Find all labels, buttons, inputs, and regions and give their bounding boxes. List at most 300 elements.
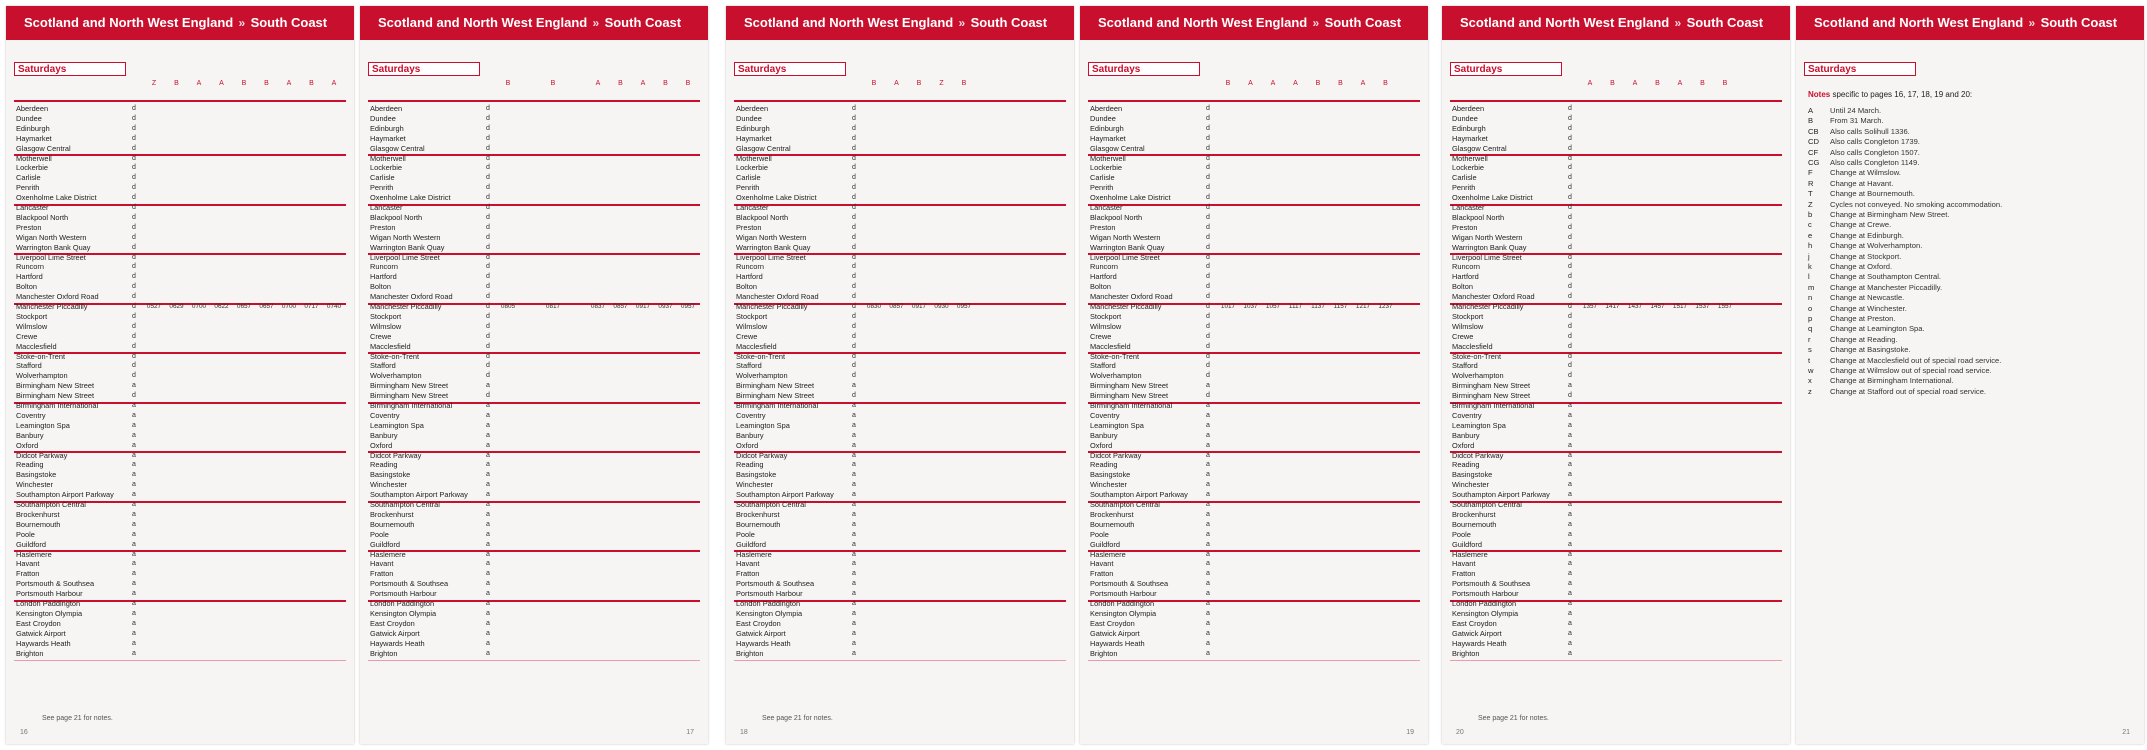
station-name: Dundee <box>370 113 396 123</box>
station-name: Manchester Oxford Road <box>16 292 99 302</box>
station-name: Oxford <box>1452 440 1475 450</box>
departure-time: 0805 <box>500 303 516 310</box>
column-header: B <box>1655 80 1660 87</box>
arr-dep-marker: d <box>1206 303 1210 310</box>
section-rule <box>14 204 346 206</box>
arr-dep-marker: a <box>852 520 856 528</box>
arr-dep-marker: a <box>1568 451 1572 459</box>
arr-dep-marker: d <box>486 372 490 380</box>
arr-dep-marker: a <box>486 530 490 538</box>
arr-dep-marker: a <box>1568 540 1572 548</box>
arr-dep-marker: a <box>852 382 856 390</box>
arr-dep-marker: d <box>1568 362 1572 370</box>
arr-dep-marker: a <box>1206 520 1210 528</box>
arr-dep-marker: a <box>852 481 856 489</box>
arr-dep-marker: a <box>852 491 856 499</box>
station-name: Southampton Airport Parkway <box>736 490 834 500</box>
station-name: Wolverhampton <box>16 371 68 381</box>
arr-dep-marker: a <box>132 520 136 528</box>
note-text: Also calls Congleton 1739. <box>1830 137 1920 147</box>
arr-dep-marker: a <box>1568 570 1572 578</box>
arr-dep-marker: d <box>852 164 856 172</box>
arr-dep-marker: d <box>486 243 490 251</box>
station-name: Crewe <box>1452 331 1474 341</box>
station-name: Dundee <box>1452 113 1478 123</box>
arr-dep-marker: d <box>486 362 490 370</box>
note-key: B <box>1808 116 1814 126</box>
arr-dep-marker: d <box>132 253 136 261</box>
arr-dep-marker: d <box>132 303 136 310</box>
note-item <box>1808 116 1884 125</box>
arr-dep-marker: a <box>1206 431 1210 439</box>
day-label: Saturdays <box>1804 62 1916 76</box>
arr-dep-marker: d <box>852 362 856 370</box>
bottom-rule <box>1088 660 1420 661</box>
station-name: Haslemere <box>16 549 52 559</box>
arr-dep-marker: a <box>132 501 136 508</box>
station-name: Aberdeen <box>370 104 403 113</box>
arr-dep-marker: a <box>1568 580 1572 588</box>
station-name: Oxford <box>1090 440 1113 450</box>
arr-dep-marker: a <box>852 580 856 588</box>
note-text: Change at Stafford out of special road service. <box>1830 386 1987 396</box>
departure-time: 1157 <box>1333 303 1348 310</box>
departure-time: 0700 <box>191 303 207 310</box>
station-name: Crewe <box>370 331 392 341</box>
station-name: Stockport <box>736 311 768 321</box>
arr-dep-marker: d <box>132 213 136 221</box>
arr-dep-marker: a <box>1206 451 1210 459</box>
arr-dep-marker: a <box>1206 501 1210 508</box>
note-key: CG <box>1808 158 1820 167</box>
station-name: Wigan North Western <box>16 232 87 242</box>
station-name: Brockenhurst <box>736 509 780 519</box>
station-name: Lockerbie <box>736 163 769 173</box>
arr-dep-marker: a <box>486 639 490 647</box>
station-name: Oxford <box>736 440 759 450</box>
arr-dep-marker: a <box>132 431 136 439</box>
station-name: Southampton Airport Parkway <box>1090 490 1188 500</box>
departure-time: 0937 <box>658 303 673 310</box>
station-name: Birmingham New Street <box>736 381 815 391</box>
arr-dep-marker: d <box>1568 223 1572 231</box>
note-text: Also calls Congleton 1149. <box>1830 158 1920 167</box>
column-header: A <box>1360 80 1366 87</box>
arr-dep-marker: d <box>852 194 856 202</box>
station-name: Portsmouth & Southsea <box>736 579 815 589</box>
station-name: Basingstoke <box>736 470 777 480</box>
station-name: Fratton <box>736 569 760 579</box>
station-name: Stoke-on-Trent <box>16 351 66 361</box>
station-name: Banbury <box>1090 430 1118 440</box>
station-name: Portsmouth Harbour <box>736 589 803 599</box>
section-rule <box>1450 204 1782 206</box>
arr-dep-marker: d <box>1206 144 1210 152</box>
station-name: Stockport <box>370 311 402 321</box>
note-item <box>1808 304 1907 313</box>
arr-dep-marker: a <box>852 590 856 598</box>
route-destination: South Coast <box>604 15 682 30</box>
timetable-page <box>6 6 354 744</box>
page-number: 20 <box>1456 729 1464 736</box>
station-name: Stafford <box>736 361 762 371</box>
arr-dep-marker: d <box>486 233 490 241</box>
station-name: London Paddington <box>1090 599 1155 608</box>
arr-dep-marker: d <box>1568 144 1572 152</box>
column-header: A <box>1677 80 1683 87</box>
station-name: Glasgow Central <box>370 143 425 153</box>
station-name: Bolton <box>736 282 757 292</box>
arr-dep-marker: d <box>132 263 136 271</box>
station-name: Leamington Spa <box>1452 420 1506 430</box>
departure-time: 1357 <box>1582 303 1598 310</box>
arr-dep-marker: d <box>132 184 136 192</box>
column-header: B <box>1700 80 1705 87</box>
timetable-page <box>360 6 708 744</box>
column-header: B <box>309 80 314 87</box>
section-rule <box>368 204 700 206</box>
column-header: B <box>961 80 967 87</box>
arr-dep-marker: a <box>1206 570 1210 578</box>
station-name: Fratton <box>370 569 394 579</box>
arr-dep-marker: d <box>486 293 490 301</box>
column-header: A <box>595 80 601 87</box>
arr-dep-marker: d <box>852 293 856 301</box>
note-item <box>1808 200 2002 209</box>
note-item <box>1808 252 1901 261</box>
arr-dep-marker: a <box>852 560 856 568</box>
section-rule <box>368 550 700 552</box>
arr-dep-marker: d <box>1206 253 1210 261</box>
arr-dep-marker: d <box>1568 204 1572 211</box>
departure-time: 0917 <box>911 303 927 310</box>
station-name: East Croydon <box>1452 618 1497 628</box>
timetable-grid <box>14 80 346 704</box>
departure-time: 0830 <box>866 303 882 310</box>
station-name: Hartford <box>16 272 43 282</box>
station-name: Stafford <box>370 361 396 371</box>
arr-dep-marker: a <box>1568 600 1572 607</box>
station-name: Reading <box>370 460 398 470</box>
route-origin: Scotland and North West England <box>744 15 954 30</box>
note-item <box>1808 189 1915 198</box>
station-name: Basingstoke <box>370 470 411 480</box>
station-name: Havant <box>1452 559 1476 569</box>
station-name: Motherwell <box>736 153 772 163</box>
arr-dep-marker: a <box>486 570 490 578</box>
station-name: Preston <box>370 222 396 232</box>
station-name: Manchester Piccadilly <box>370 302 442 311</box>
arr-dep-marker: d <box>486 322 490 330</box>
arr-dep-marker: d <box>1568 114 1572 122</box>
station-name: Manchester Piccadilly <box>1090 302 1162 311</box>
route-header <box>726 6 1074 40</box>
arr-dep-marker: d <box>132 352 136 360</box>
arr-dep-marker: d <box>1568 194 1572 202</box>
note-text: From 31 March. <box>1830 116 1884 126</box>
arr-dep-marker: d <box>1206 312 1210 320</box>
arr-dep-marker: d <box>1206 114 1210 122</box>
station-name: Coventry <box>1452 410 1482 420</box>
section-rule <box>14 550 346 552</box>
station-name: Manchester Oxford Road <box>1452 292 1535 302</box>
bottom-rule <box>14 660 346 661</box>
station-name: Coventry <box>16 410 46 420</box>
station-name: Aberdeen <box>736 104 769 113</box>
arr-dep-marker: d <box>486 134 490 142</box>
arr-dep-marker: d <box>852 372 856 380</box>
arr-dep-marker: d <box>852 253 856 261</box>
section-rule <box>14 154 346 156</box>
arr-dep-marker: a <box>486 402 490 409</box>
note-key: A <box>1808 106 1814 115</box>
arr-dep-marker: d <box>486 283 490 291</box>
note-text: Change at Wilmslow. <box>1830 168 1901 178</box>
arr-dep-marker: d <box>852 342 856 350</box>
column-header: B <box>663 80 668 87</box>
arr-dep-marker: d <box>132 332 136 340</box>
station-name: Brighton <box>370 648 398 658</box>
header-rule <box>368 100 700 102</box>
arr-dep-marker: d <box>1206 105 1210 112</box>
section-rule <box>1088 154 1420 156</box>
arr-dep-marker: a <box>852 649 856 657</box>
station-name: Basingstoke <box>1452 470 1493 480</box>
arr-dep-marker: a <box>132 609 136 617</box>
arr-dep-marker: d <box>132 233 136 241</box>
station-name: Penrith <box>16 183 40 193</box>
station-name: Glasgow Central <box>16 143 71 153</box>
section-rule <box>368 154 700 156</box>
station-name: Oxenholme Lake District <box>1452 193 1533 203</box>
arr-dep-marker: d <box>1568 372 1572 380</box>
note-key: o <box>1808 303 1813 313</box>
departure-time: 1517 <box>1672 303 1688 310</box>
arr-dep-marker: a <box>852 402 856 409</box>
arr-dep-marker: d <box>486 223 490 231</box>
arr-dep-marker: a <box>132 570 136 578</box>
arr-dep-marker: d <box>1206 204 1210 211</box>
arr-dep-marker: d <box>132 114 136 122</box>
note-key: e <box>1808 230 1813 240</box>
arr-dep-marker: d <box>1206 352 1210 360</box>
arr-dep-marker: d <box>1568 332 1572 340</box>
arr-dep-marker: d <box>132 164 136 172</box>
station-name: Lancaster <box>16 203 49 212</box>
arr-dep-marker: a <box>132 560 136 568</box>
arr-dep-marker: a <box>132 461 136 469</box>
note-key: l <box>1808 272 1810 282</box>
station-name: London Paddington <box>736 599 801 608</box>
note-key: r <box>1808 334 1811 344</box>
route-origin: Scotland and North West England <box>1098 15 1308 30</box>
station-name: Gatwick Airport <box>1090 628 1140 638</box>
departure-time: 1237 <box>1378 303 1393 310</box>
departure-time: 1457 <box>1650 303 1665 310</box>
arr-dep-marker: d <box>132 342 136 350</box>
note-key: m <box>1808 282 1815 292</box>
departure-time: 0717 <box>304 303 319 310</box>
station-name: Crewe <box>1090 331 1112 341</box>
arr-dep-marker: a <box>852 609 856 617</box>
station-name: Carlisle <box>1090 173 1115 183</box>
station-name: Oxenholme Lake District <box>736 193 817 203</box>
station-name: Basingstoke <box>16 470 57 480</box>
arr-dep-marker: a <box>1568 649 1572 657</box>
station-name: Poole <box>16 529 35 539</box>
station-name: Hartford <box>1452 272 1479 282</box>
route-header <box>6 6 354 40</box>
departure-time: 1037 <box>1243 303 1258 310</box>
station-name: Blackpool North <box>370 212 423 222</box>
station-name: Stoke-on-Trent <box>370 351 420 361</box>
station-name: Bolton <box>1090 282 1111 292</box>
arr-dep-marker: a <box>1206 491 1210 499</box>
route-destination: South Coast <box>2040 15 2118 30</box>
arr-dep-marker: d <box>1206 293 1210 301</box>
note-item <box>1808 314 1895 323</box>
arr-dep-marker: d <box>852 174 856 182</box>
station-name: Hartford <box>1090 272 1117 282</box>
arr-dep-marker: a <box>1206 411 1210 419</box>
route-header <box>1796 6 2144 40</box>
arr-dep-marker: a <box>1206 580 1210 588</box>
station-name: Crewe <box>16 331 38 341</box>
station-name: Oxenholme Lake District <box>370 193 451 203</box>
arr-dep-marker: d <box>1206 332 1210 340</box>
arr-dep-marker: d <box>1206 124 1210 132</box>
footer-note: See page 21 for notes. <box>42 715 113 722</box>
column-header: B <box>871 80 877 87</box>
station-name: Haywards Heath <box>370 638 425 648</box>
station-name: Liverpool Lime Street <box>16 252 86 262</box>
departure-time: 0622 <box>214 303 229 310</box>
departure-time: 0527 <box>146 303 162 310</box>
station-name: Penrith <box>370 183 394 193</box>
column-header: B <box>1338 80 1343 87</box>
route-separator: » <box>235 16 249 30</box>
station-name: Haymarket <box>736 133 772 143</box>
station-name: Manchester Oxford Road <box>736 292 819 302</box>
note-key: Z <box>1808 199 1813 209</box>
station-name: Glasgow Central <box>1452 143 1507 153</box>
timetable-grid <box>1450 80 1782 704</box>
station-name: Stoke-on-Trent <box>1452 351 1502 361</box>
arr-dep-marker: a <box>852 629 856 637</box>
arr-dep-marker: a <box>132 402 136 409</box>
note-text: Change at Birmingham New Street. <box>1830 210 1950 219</box>
station-name: London Paddington <box>370 599 435 608</box>
arr-dep-marker: d <box>1206 134 1210 142</box>
station-name: Haywards Heath <box>16 638 71 648</box>
arr-dep-marker: a <box>486 431 490 439</box>
column-header: Z <box>151 80 157 87</box>
station-name: Dundee <box>1090 113 1116 123</box>
note-key: w <box>1808 366 1814 375</box>
day-label: Saturdays <box>1450 62 1562 76</box>
station-name: Gatwick Airport <box>370 628 420 638</box>
arr-dep-marker: d <box>852 332 856 340</box>
station-name: Warrington Bank Quay <box>16 242 91 252</box>
station-name: East Croydon <box>370 618 415 628</box>
station-name: Banbury <box>370 430 398 440</box>
station-name: Lancaster <box>1452 203 1485 212</box>
station-name: Preston <box>16 222 42 232</box>
note-item <box>1808 262 1892 271</box>
station-name: Blackpool North <box>1090 212 1143 222</box>
route-separator: » <box>2025 16 2039 30</box>
station-name: Reading <box>736 460 764 470</box>
station-name: Birmingham International <box>1090 401 1173 410</box>
station-name: Manchester Oxford Road <box>1090 292 1173 302</box>
arr-dep-marker: a <box>486 382 490 390</box>
station-name: Stockport <box>1090 311 1122 321</box>
column-header: B <box>264 80 269 87</box>
arr-dep-marker: a <box>132 481 136 489</box>
note-item <box>1808 179 1893 188</box>
arr-dep-marker: d <box>1206 233 1210 241</box>
arr-dep-marker: d <box>1568 154 1572 162</box>
station-name: Wilmslow <box>370 321 402 331</box>
station-name: Warrington Bank Quay <box>370 242 445 252</box>
arr-dep-marker: a <box>1206 629 1210 637</box>
arr-dep-marker: d <box>852 134 856 142</box>
note-text: Change at Preston. <box>1830 314 1896 323</box>
station-name: Stoke-on-Trent <box>736 351 786 361</box>
arr-dep-marker: a <box>486 481 490 489</box>
arr-dep-marker: d <box>1568 124 1572 132</box>
note-text: Change at Southampton Central. <box>1830 272 1942 282</box>
station-name: Carlisle <box>16 173 41 183</box>
arr-dep-marker: a <box>1206 619 1210 627</box>
column-header: A <box>286 80 292 87</box>
station-name: Coventry <box>1090 410 1120 420</box>
note-key: q <box>1808 324 1813 334</box>
arr-dep-marker: a <box>1568 530 1572 538</box>
station-name: Portsmouth Harbour <box>1452 589 1519 599</box>
station-name: Blackpool North <box>16 212 69 222</box>
note-text: Change at Crewe. <box>1830 220 1892 230</box>
arr-dep-marker: a <box>486 600 490 607</box>
note-item <box>1808 387 1986 396</box>
arr-dep-marker: d <box>132 223 136 231</box>
arr-dep-marker: d <box>1206 342 1210 350</box>
arr-dep-marker: a <box>486 540 490 548</box>
arr-dep-marker: d <box>132 144 136 152</box>
day-label: Saturdays <box>1088 62 1200 76</box>
station-name: Poole <box>1090 529 1109 539</box>
column-header: B <box>1383 80 1388 87</box>
arr-dep-marker: d <box>852 204 856 211</box>
arr-dep-marker: a <box>486 560 490 568</box>
arr-dep-marker: a <box>852 431 856 439</box>
note-key: k <box>1808 262 1812 271</box>
station-name: Birmingham International <box>736 401 819 410</box>
arr-dep-marker: a <box>486 501 490 508</box>
station-name: Gatwick Airport <box>16 628 66 638</box>
station-name: Havant <box>1090 559 1114 569</box>
arr-dep-marker: d <box>132 273 136 281</box>
station-name: Portsmouth & Southsea <box>1090 579 1169 589</box>
note-item <box>1808 356 2001 365</box>
arr-dep-marker: a <box>486 421 490 429</box>
arr-dep-marker: d <box>486 194 490 202</box>
arr-dep-marker: a <box>1568 629 1572 637</box>
station-name: Wilmslow <box>16 321 48 331</box>
arr-dep-marker: d <box>1206 213 1210 221</box>
station-name: Carlisle <box>736 173 761 183</box>
station-name: Manchester Piccadilly <box>736 302 808 311</box>
